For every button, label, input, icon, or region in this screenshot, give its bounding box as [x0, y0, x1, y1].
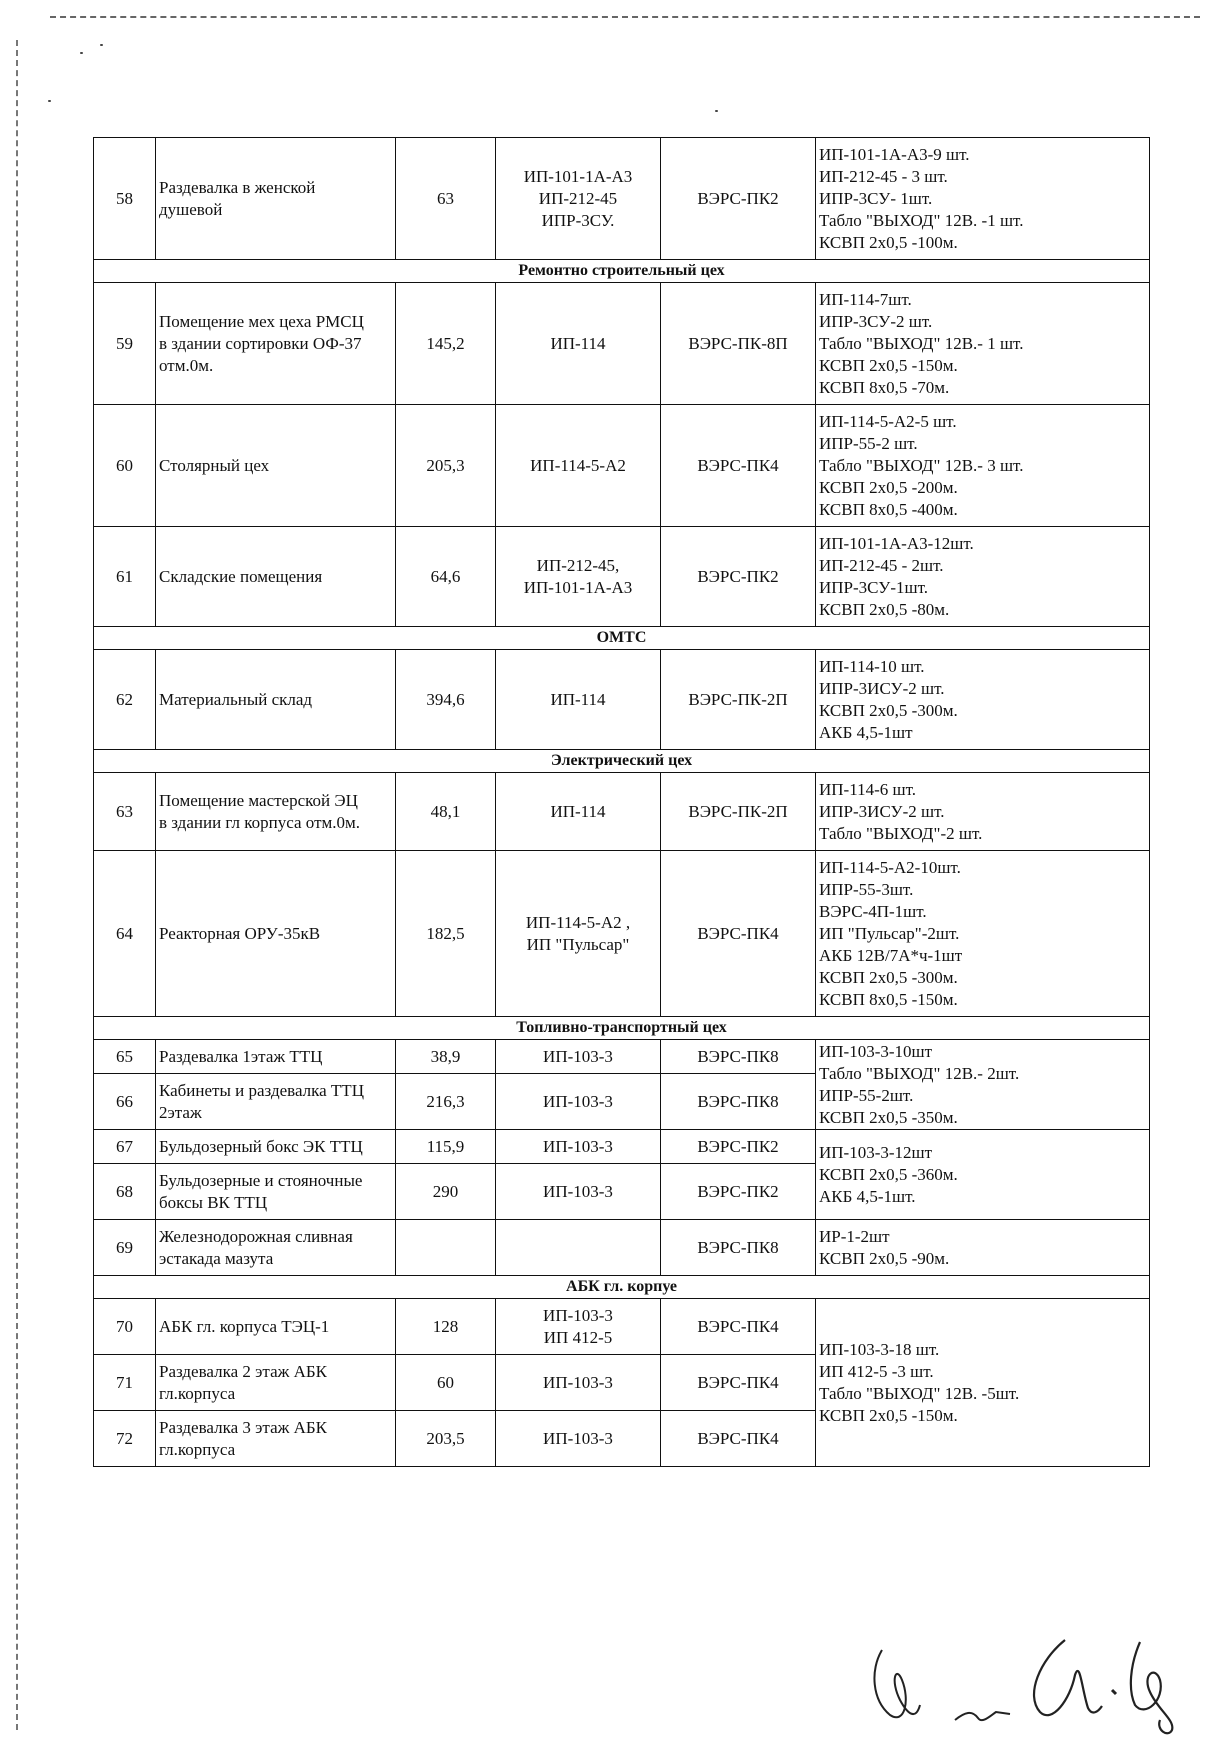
- table-row: [94, 1299, 1150, 1355]
- room-area: 394,6: [396, 650, 496, 750]
- materials-list-line: ИП "Пульсар"-2шт.: [819, 923, 960, 943]
- detector-types-line: ИП-101-1А-А3: [523, 577, 633, 597]
- room-name: [156, 1355, 396, 1411]
- room-name: [156, 1299, 396, 1355]
- room-area: 48,1: [396, 773, 496, 851]
- control-device: ВЭРС-ПК2: [661, 138, 816, 260]
- table-row: [94, 650, 1150, 750]
- table-row: [94, 405, 1150, 527]
- room-name: [156, 1040, 396, 1074]
- detector-types-line: ИП-101-1А-А3: [523, 166, 633, 186]
- section-row: [94, 750, 1150, 773]
- room-name-line: АБК гл. корпуса ТЭЦ-1: [159, 1316, 330, 1336]
- room-area: [396, 1220, 496, 1276]
- control-device: ВЭРС-ПК2: [661, 1130, 816, 1164]
- materials-list-line: КСВП 2х0,5 -360м.: [819, 1164, 958, 1184]
- materials-list-line: ВЭРС-4П-1шт.: [819, 901, 927, 921]
- detector-types: [496, 283, 661, 405]
- materials-list-line: КСВП 8х0,5 -150м.: [819, 989, 958, 1009]
- detector-types-line: ИП-212-45,: [536, 555, 620, 575]
- row-number: 64: [94, 851, 156, 1017]
- materials-list-line: ИП-212-45 - 2шт.: [819, 555, 944, 575]
- detector-types-line: ИП-212-45: [538, 188, 618, 208]
- materials-list-line: КСВП 2х0,5 -80м.: [819, 599, 950, 619]
- equipment-table: [93, 137, 1150, 1467]
- row-number: 68: [94, 1164, 156, 1220]
- detector-types: [496, 405, 661, 527]
- control-device: ВЭРС-ПК-8П: [661, 283, 816, 405]
- section-row: [94, 627, 1150, 650]
- detector-types-line: ИП-103-3: [543, 1428, 613, 1448]
- materials-list-line: ИПР-55-2шт.: [819, 1085, 914, 1105]
- room-name-line: гл.корпуса: [159, 1439, 236, 1459]
- detector-types-line: ИП-114: [550, 689, 606, 709]
- room-name: [156, 1130, 396, 1164]
- section-title: ОМТС: [94, 627, 1150, 650]
- materials-list: [816, 1040, 1150, 1130]
- materials-list-line: ИПР-3СУ-1шт.: [819, 577, 928, 597]
- materials-list: [816, 650, 1150, 750]
- room-name-line: Помещение мастерской ЭЦ: [159, 790, 358, 810]
- row-number: 66: [94, 1074, 156, 1130]
- detector-types: [496, 650, 661, 750]
- room-name-line: Помещение мех цеха РМСЦ: [159, 311, 364, 331]
- room-name: [156, 1411, 396, 1467]
- control-device: ВЭРС-ПК4: [661, 405, 816, 527]
- room-area: 38,9: [396, 1040, 496, 1074]
- materials-list-line: КСВП 2х0,5 -300м.: [819, 967, 958, 987]
- room-name: [156, 1074, 396, 1130]
- room-name-line: Складские помещения: [159, 566, 323, 586]
- materials-list-line: ИП-101-1А-А3-9 шт.: [819, 144, 970, 164]
- table-row: [94, 283, 1150, 405]
- room-name-line: отм.0м.: [159, 355, 214, 375]
- materials-list-line: АКБ 12В/7А*ч-1шт: [819, 945, 963, 965]
- materials-list: [816, 283, 1150, 405]
- row-number: 65: [94, 1040, 156, 1074]
- table-row: [94, 1040, 1150, 1074]
- materials-list-line: КСВП 2х0,5 -100м.: [819, 232, 958, 252]
- detector-types: [496, 1074, 661, 1130]
- detector-types-line: ИП-103-3: [543, 1372, 613, 1392]
- left-edge-line: [16, 40, 18, 1730]
- row-number: 62: [94, 650, 156, 750]
- section-row: [94, 1276, 1150, 1299]
- detector-types-line: ИПР-3СУ.: [541, 210, 615, 230]
- room-name-line: гл.корпуса: [159, 1383, 236, 1403]
- room-area: 145,2: [396, 283, 496, 405]
- room-name-line: в здании гл корпуса отм.0м.: [159, 812, 361, 832]
- room-area: 216,3: [396, 1074, 496, 1130]
- detector-types-line: ИП-114-5-А2: [530, 455, 626, 475]
- room-area: 63: [396, 138, 496, 260]
- detector-types-line: ИП-103-3: [543, 1046, 613, 1066]
- row-number: 58: [94, 138, 156, 260]
- section-title: Ремонтно строительный цех: [94, 260, 1150, 283]
- materials-list: [816, 851, 1150, 1017]
- room-name: [156, 138, 396, 260]
- scan-speck: [100, 44, 103, 46]
- top-edge-line: [50, 16, 1200, 18]
- materials-list-line: КСВП 2х0,5 -90м.: [819, 1248, 950, 1268]
- materials-list-line: ИП-114-7шт.: [819, 289, 912, 309]
- room-name-line: Материальный склад: [159, 689, 313, 709]
- table-row: [94, 851, 1150, 1017]
- materials-list-line: КСВП 8х0,5 -400м.: [819, 499, 958, 519]
- room-area: 115,9: [396, 1130, 496, 1164]
- materials-list-line: ИП 412-5 -3 шт.: [819, 1361, 934, 1381]
- detector-types: [496, 527, 661, 627]
- materials-list-line: ИП-114-6 шт.: [819, 779, 916, 799]
- detector-types: [496, 1220, 661, 1276]
- room-name: [156, 1164, 396, 1220]
- room-name-line: Столярный цех: [159, 455, 270, 475]
- control-device: ВЭРС-ПК8: [661, 1074, 816, 1130]
- room-area: 205,3: [396, 405, 496, 527]
- materials-list-line: КСВП 2х0,5 -150м.: [819, 355, 958, 375]
- section-title: Топливно-транспортный цех: [94, 1017, 1150, 1040]
- scan-speck: [80, 52, 83, 54]
- materials-list-line: АКБ 4,5-1шт: [819, 722, 913, 742]
- materials-list-line: ИП-103-3-18 шт.: [819, 1339, 940, 1359]
- table-row: [94, 138, 1150, 260]
- control-device: ВЭРС-ПК4: [661, 851, 816, 1017]
- materials-list-line: Табло "ВЫХОД" 12В. -5шт.: [819, 1383, 1020, 1403]
- row-number: 71: [94, 1355, 156, 1411]
- room-name: [156, 283, 396, 405]
- materials-list-line: Табло "ВЫХОД" 12В.- 2шт.: [819, 1063, 1020, 1083]
- materials-list-line: ИП-212-45 - 3 шт.: [819, 166, 948, 186]
- materials-list-line: Табло "ВЫХОД"-2 шт.: [819, 823, 983, 843]
- row-number: 61: [94, 527, 156, 627]
- room-name-line: Раздевалка 1этаж ТТЦ: [159, 1046, 323, 1066]
- room-name: [156, 851, 396, 1017]
- room-name-line: Реакторная ОРУ-35кВ: [159, 923, 321, 943]
- control-device: ВЭРС-ПК8: [661, 1220, 816, 1276]
- row-number: 72: [94, 1411, 156, 1467]
- control-device: ВЭРС-ПК4: [661, 1299, 816, 1355]
- section-row: [94, 1017, 1150, 1040]
- section-row: [94, 260, 1150, 283]
- detector-types: [496, 138, 661, 260]
- materials-list-line: Табло "ВЫХОД" 12В.- 3 шт.: [819, 455, 1024, 475]
- detector-types-line: ИП-114-5-А2 ,: [525, 912, 631, 932]
- table-row: [94, 1130, 1150, 1164]
- room-name-line: эстакада мазута: [159, 1248, 274, 1268]
- control-device: ВЭРС-ПК-2П: [661, 650, 816, 750]
- materials-list: [816, 773, 1150, 851]
- row-number: 63: [94, 773, 156, 851]
- room-name-line: Бульдозерный бокс ЭК ТТЦ: [159, 1136, 363, 1156]
- room-area: 290: [396, 1164, 496, 1220]
- control-device: ВЭРС-ПК-2П: [661, 773, 816, 851]
- materials-list-line: КСВП 2х0,5 -200м.: [819, 477, 958, 497]
- materials-list-line: ИР-1-2шт: [819, 1226, 890, 1246]
- control-device: ВЭРС-ПК4: [661, 1411, 816, 1467]
- materials-list-line: ИПР-3ИСУ-2 шт.: [819, 678, 945, 698]
- materials-list-line: ИП-114-5-А2-10шт.: [819, 857, 961, 877]
- room-name-line: в здании сортировки ОФ-37: [159, 333, 362, 353]
- scan-speck: [48, 100, 51, 102]
- room-name-line: Бульдозерные и стояночные: [159, 1170, 363, 1190]
- materials-list: [816, 1299, 1150, 1467]
- detector-types: [496, 1355, 661, 1411]
- room-area: 203,5: [396, 1411, 496, 1467]
- materials-list: [816, 1130, 1150, 1220]
- row-number: 60: [94, 405, 156, 527]
- room-name-line: боксы ВК ТТЦ: [159, 1192, 268, 1212]
- room-area: 64,6: [396, 527, 496, 627]
- detector-types-line: ИП-103-3: [543, 1305, 613, 1325]
- materials-list-line: КСВП 2х0,5 -300м.: [819, 700, 958, 720]
- materials-list-line: ИП-114-5-А2-5 шт.: [819, 411, 957, 431]
- scan-speck: [715, 110, 718, 112]
- room-name-line: Железнодорожная сливная: [159, 1226, 353, 1246]
- detector-types: [496, 1130, 661, 1164]
- room-area: 128: [396, 1299, 496, 1355]
- room-area: 60: [396, 1355, 496, 1411]
- control-device: ВЭРС-ПК4: [661, 1355, 816, 1411]
- table-row: [94, 1220, 1150, 1276]
- materials-list-line: ИП-101-1А-А3-12шт.: [819, 533, 974, 553]
- section-title: АБК гл. корпуе: [94, 1276, 1150, 1299]
- detector-types-line: ИП-103-3: [543, 1091, 613, 1111]
- room-name: [156, 650, 396, 750]
- materials-list-line: КСВП 8х0,5 -70м.: [819, 377, 950, 397]
- materials-list-line: Табло "ВЫХОД" 12В.- 1 шт.: [819, 333, 1024, 353]
- row-number: 69: [94, 1220, 156, 1276]
- materials-list: [816, 527, 1150, 627]
- table-row: [94, 527, 1150, 627]
- detector-types-line: ИП-103-3: [543, 1136, 613, 1156]
- row-number: 70: [94, 1299, 156, 1355]
- detector-types: [496, 1299, 661, 1355]
- detector-types-line: ИП-114: [550, 801, 606, 821]
- detector-types-line: ИП-103-3: [543, 1181, 613, 1201]
- room-name: [156, 773, 396, 851]
- row-number: 59: [94, 283, 156, 405]
- control-device: ВЭРС-ПК2: [661, 1164, 816, 1220]
- detector-types-line: ИП "Пульсар": [526, 934, 630, 954]
- table-row: [94, 773, 1150, 851]
- section-title: Электрический цех: [94, 750, 1150, 773]
- room-name-line: Раздевалка 3 этаж АБК: [159, 1417, 327, 1437]
- materials-list-line: ИП-114-10 шт.: [819, 656, 925, 676]
- detector-types: [496, 851, 661, 1017]
- room-name: [156, 527, 396, 627]
- materials-list-line: ИП-103-3-12шт: [819, 1142, 933, 1162]
- control-device: ВЭРС-ПК2: [661, 527, 816, 627]
- detector-types: [496, 773, 661, 851]
- detector-types-line: ИП-114: [550, 333, 606, 353]
- room-name-line: Кабинеты и раздевалка ТТЦ: [159, 1080, 364, 1100]
- materials-list-line: ИП-103-3-10шт: [819, 1041, 933, 1061]
- materials-list: [816, 1220, 1150, 1276]
- room-name-line: Раздевалка 2 этаж АБК: [159, 1361, 327, 1381]
- control-device: ВЭРС-ПК8: [661, 1040, 816, 1074]
- materials-list: [816, 405, 1150, 527]
- materials-list-line: АКБ 4,5-1шт.: [819, 1186, 916, 1206]
- room-name: [156, 405, 396, 527]
- room-area: 182,5: [396, 851, 496, 1017]
- materials-list-line: ИПР-55-2 шт.: [819, 433, 918, 453]
- materials-list-line: ИПР-55-3шт.: [819, 879, 914, 899]
- materials-list-line: Табло "ВЫХОД" 12В. -1 шт.: [819, 210, 1024, 230]
- materials-list-line: ИПР-3СУ- 1шт.: [819, 188, 933, 208]
- room-name-line: Раздевалка в женской: [159, 177, 316, 197]
- detector-types: [496, 1411, 661, 1467]
- materials-list-line: КСВП 2х0,5 -350м.: [819, 1107, 958, 1127]
- detector-types-line: ИП 412-5: [543, 1327, 613, 1347]
- handwritten-signature: [860, 1620, 1200, 1735]
- materials-list: [816, 138, 1150, 260]
- materials-list-line: ИПР-3ИСУ-2 шт.: [819, 801, 945, 821]
- row-number: 67: [94, 1130, 156, 1164]
- detector-types: [496, 1164, 661, 1220]
- detector-types: [496, 1040, 661, 1074]
- materials-list-line: ИПР-3СУ-2 шт.: [819, 311, 933, 331]
- materials-list-line: КСВП 2х0,5 -150м.: [819, 1405, 958, 1425]
- room-name: [156, 1220, 396, 1276]
- room-name-line: душевой: [159, 199, 223, 219]
- room-name-line: 2этаж: [159, 1102, 202, 1122]
